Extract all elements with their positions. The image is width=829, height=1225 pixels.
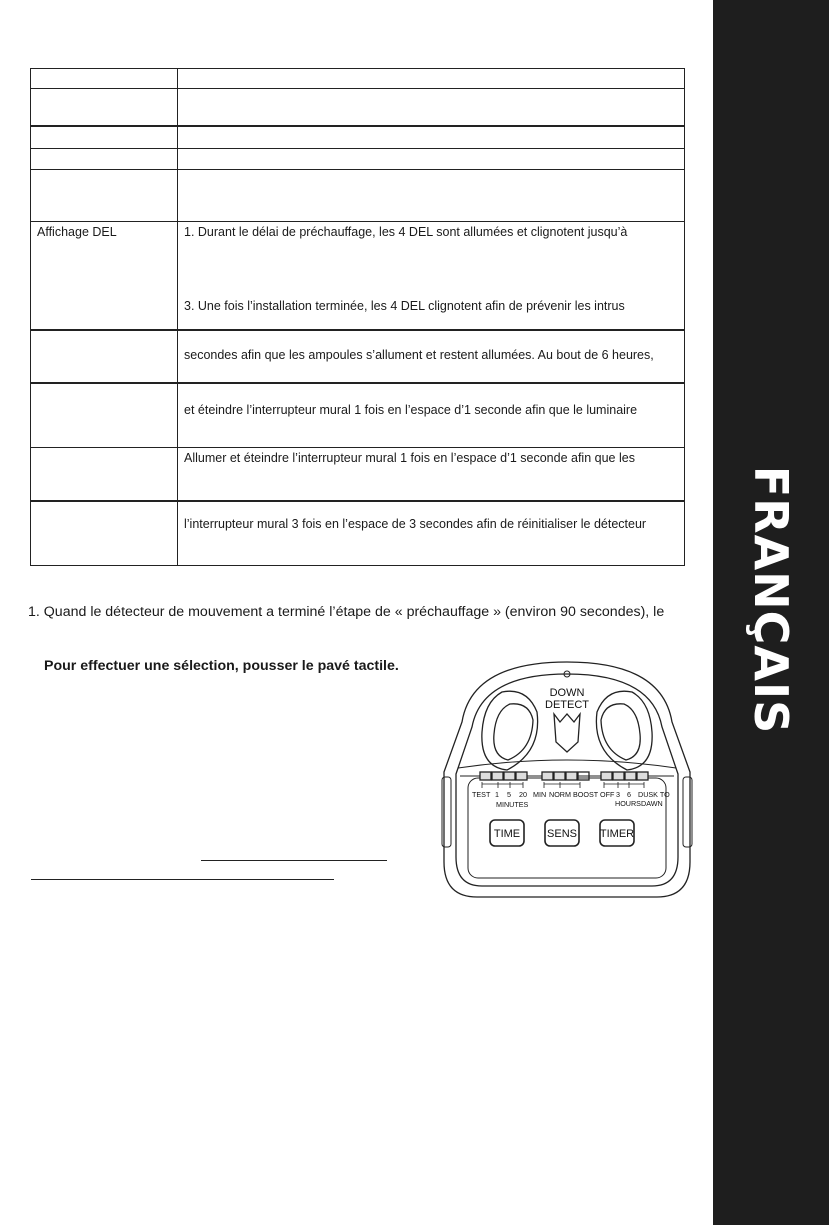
hours-group-label: HOURS — [615, 799, 641, 808]
sens-button-label: SENS — [547, 828, 577, 840]
row-label — [31, 170, 178, 222]
table-row — [31, 448, 685, 501]
row-text — [178, 149, 685, 170]
left-lens-lobe — [482, 691, 538, 770]
instruction-text: Pour effectuer une sélection, pousser le pavé tactile. — [44, 658, 399, 674]
time-button-label: TIME — [493, 828, 521, 840]
table-row — [31, 89, 685, 126]
underline-rule — [201, 860, 387, 861]
row-text: et éteindre l’interrupteur mural 1 fois en l’espace d’1 seconde afin que le luminaire — [184, 402, 638, 417]
row-label — [31, 89, 178, 126]
table-row — [31, 383, 685, 448]
row-text: secondes afin que les ampoules s’allument et restent allumées. Au bout de 6 heures, — [184, 347, 654, 362]
timer-tick-label: DUSK TO — [638, 790, 670, 799]
row-label — [31, 69, 178, 89]
row-text — [178, 126, 685, 149]
row-text: l’interrupteur mural 3 fois en l’espace de 3 secondes afin de réinitialiser le détecteur — [184, 516, 647, 531]
language-label: FRANÇAIS — [744, 465, 798, 735]
time-tick-label: 20 — [519, 790, 527, 799]
intro-paragraph: 1. Quand le détecteur de mouvement a terminé l’étape de « préchauffage » (environ 90 secondes), le — [28, 604, 665, 620]
row-text-2: 3. Une fois l’installation terminée, les 4 DEL clignotent afin de prévenir les intrus — [184, 299, 625, 313]
right-lens-lobe — [596, 691, 652, 770]
time-tick-label: 1 — [495, 790, 499, 799]
table-row — [31, 149, 685, 170]
row-text — [178, 89, 685, 126]
row-text-block — [178, 330, 685, 383]
table-row — [31, 69, 685, 89]
row-text: Allumer et éteindre l’interrupteur mural 1 fois en l’espace d’1 seconde afin que les — [178, 448, 685, 501]
row-label — [31, 126, 178, 149]
sens-tick-label: MIN — [533, 790, 547, 799]
sens-tick-label: NORM — [549, 790, 571, 799]
spec-table — [30, 68, 685, 566]
row-label — [31, 330, 178, 383]
underline-rule — [31, 879, 334, 880]
timer-tick-label: OFF — [600, 790, 615, 799]
detect-label: DETECT — [545, 699, 589, 711]
minutes-group-label: MINUTES — [496, 800, 529, 809]
table-row — [31, 222, 685, 330]
table-row — [31, 170, 685, 222]
table-row — [31, 330, 685, 383]
sensor-control-panel-illustration — [432, 652, 702, 902]
time-tick-label: TEST — [472, 790, 491, 799]
timer-button-label: TIMER — [599, 828, 635, 840]
table-row — [31, 126, 685, 149]
row-label — [31, 501, 178, 566]
row-text-block — [178, 501, 685, 566]
timer-tick-label: 3 — [616, 790, 620, 799]
row-text — [178, 170, 685, 222]
row-text-block — [178, 383, 685, 448]
row-text: 1. Durant le délai de préchauffage, les 4 DEL sont allumées et clignotent jusqu’à — [184, 225, 628, 239]
row-label — [31, 448, 178, 501]
row-label: Affichage DEL — [31, 222, 178, 330]
down-label: DOWN — [549, 687, 585, 699]
table-row — [31, 501, 685, 566]
language-side-tab — [713, 0, 829, 1225]
sens-tick-label: BOOST — [573, 790, 599, 799]
row-text — [178, 69, 685, 89]
row-label — [31, 383, 178, 448]
time-tick-label: 5 — [507, 790, 511, 799]
spacer — [184, 240, 678, 299]
detect-shield-icon — [554, 714, 580, 752]
row-label — [31, 149, 178, 170]
dawn-label: DAWN — [641, 799, 663, 808]
timer-tick-label: 6 — [627, 790, 631, 799]
row-text-block — [178, 222, 685, 330]
